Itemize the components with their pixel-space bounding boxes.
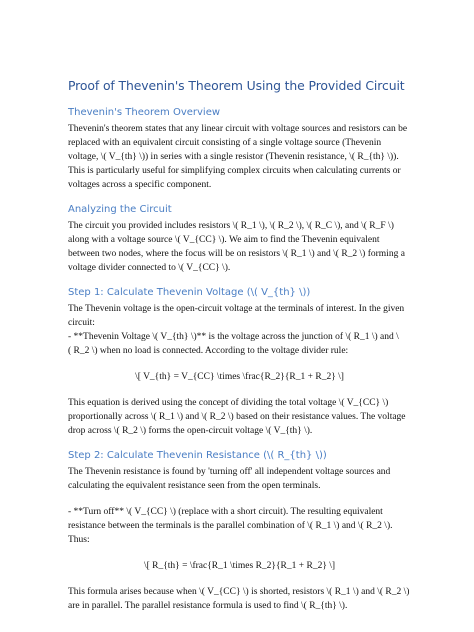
step1-explanation: This equation is derived using the concept of dividing the total voltage \( V_{CC} \) proportionally across \( R_1 \) and \( R_2 \) based on their resistance values. The voltage drop across \( R_2 \) forms the open-circuit voltage \( V_{th} \). <box>68 398 406 436</box>
section-heading-analyzing: Analyzing the Circuit <box>68 204 172 215</box>
section-heading-overview: Thevenin's Theorem Overview <box>68 107 221 118</box>
step2-paragraph: The Thevenin resistance is found by 'turning off' all independent voltage sources and calculating the equivalent resistance seen from the open terminals. <box>68 467 391 491</box>
analyzing-paragraph: The circuit you provided includes resistors \( R_1 \), \( R_2 \), \( R_C \), and \( R_F \) along with a voltage source \( V_{CC} \). We aim to find the Thevenin equivalent between two nodes, where the focus will be on resistors \( R_1 \) and \( R_2 \) forming a voltage divider connected to \( V_{CC} \). <box>68 221 405 273</box>
thevenin-resistance-formula: \[ R_{th} = \frac{R_1 \times R_2}{R_1 + R_2} \] <box>143 561 336 571</box>
step2-turn-off-paragraph: - **Turn off** \( V_{CC} \) (replace with a short circuit). The resulting equivalent resistance between the terminals is the parallel combination of \( R_1 \) and \( R_2 \). Thus: <box>68 507 393 545</box>
section-heading-step1: Step 1: Calculate Thevenin Voltage (\( V_{th} \)) <box>68 287 311 298</box>
step1-paragraph: The Thevenin voltage is the open-circuit voltage at the terminals of interest. In the given circuit: - **Thevenin Voltage \( V_{th} \)** is the voltage across the junction of \( R_1 \) and \ ( R_2 \) when no load is connected. According to the voltage divider rule: <box>68 304 405 356</box>
overview-paragraph: Thevenin's theorem states that any linear circuit with voltage sources and resistors can be replaced with an equivalent circuit consisting of a single voltage source (Thevenin voltage, \( V_{th} \)) in series with a single resistor (Thevenin resistance, \( R_{th} \)). This is particularly useful for simplifying complex circuits when calculating currents or voltages across a specific component. <box>68 124 408 190</box>
section-heading-step2: Step 2: Calculate Thevenin Resistance (\( R_{th} \)) <box>68 450 327 461</box>
document-title: Proof of Thevenin's Theorem Using the Provided Circuit <box>68 78 405 93</box>
document-content <box>68 78 411 625</box>
step2-explanation: This formula arises because when \( V_{CC} \) is shorted, resistors \( R_1 \) and \( R_2 \) are in parallel. The parallel resistance formula is used to find \( R_{th} \). <box>68 587 410 611</box>
thevenin-voltage-formula: \[ V_{th} = V_{CC} \times \frac{R_2}{R_1 + R_2} \] <box>135 372 344 382</box>
